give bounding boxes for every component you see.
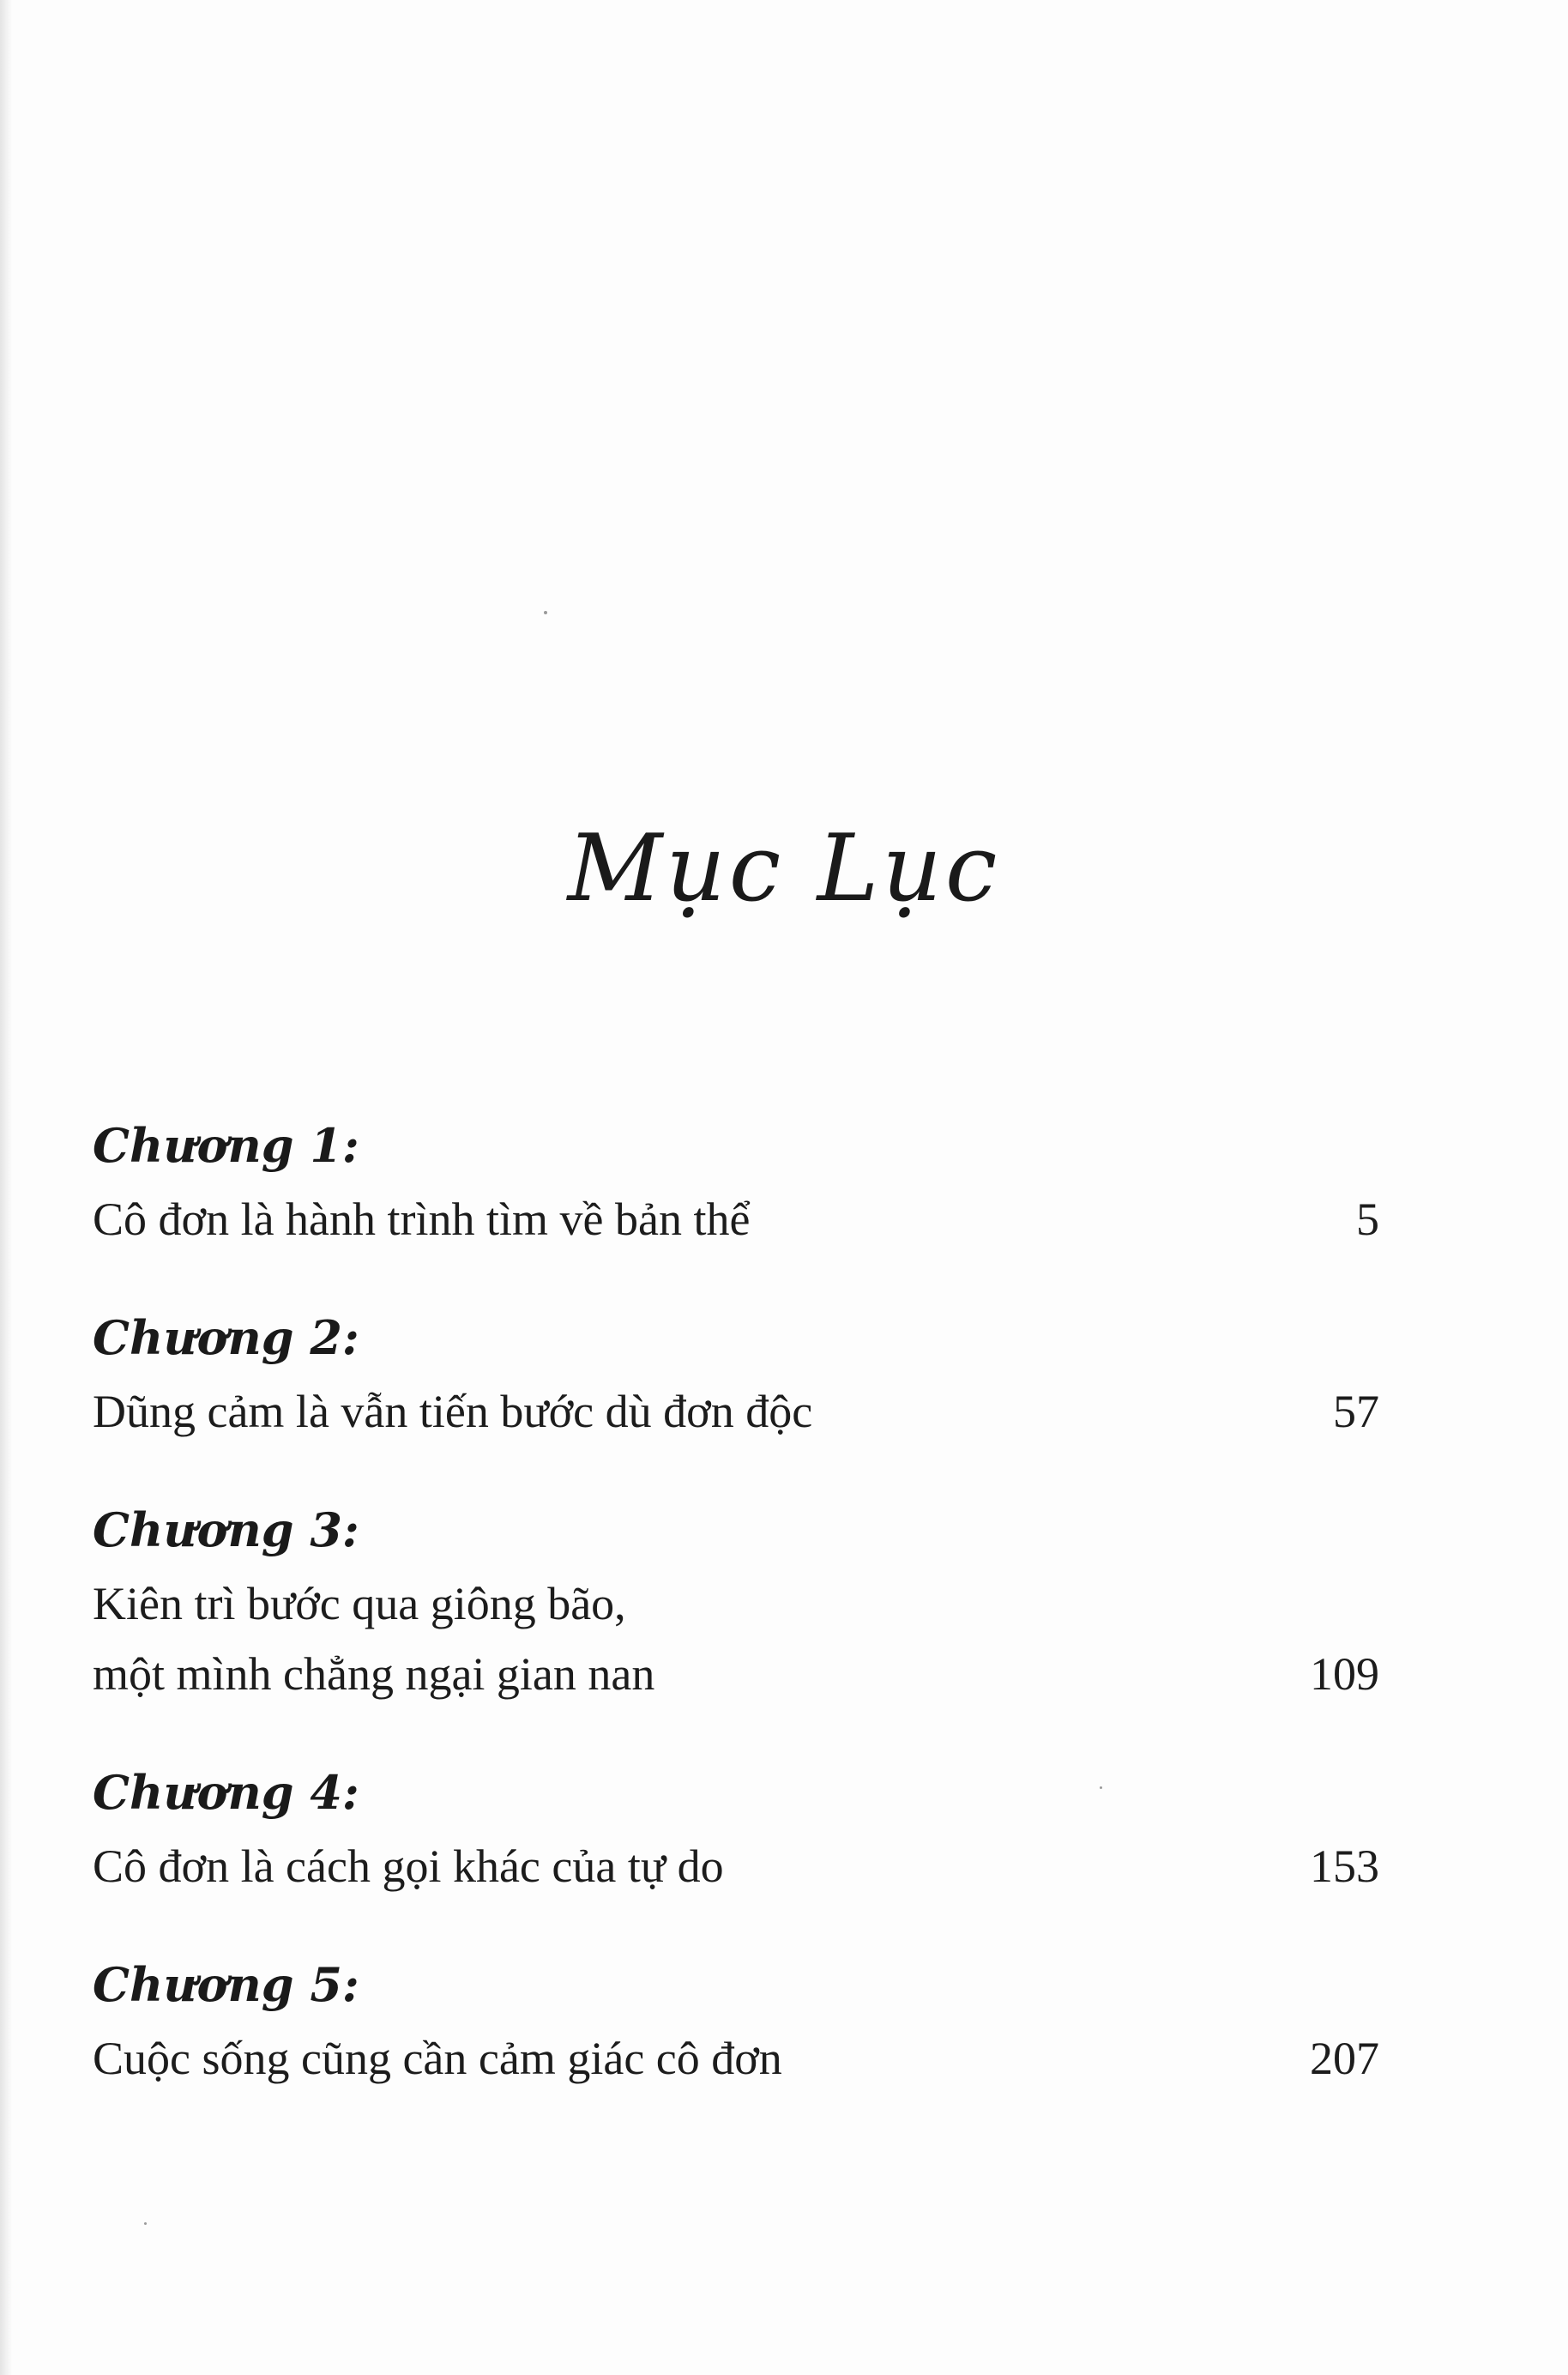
chapter-title: Cuộc sống cũng cần cảm giác cô đơn bbox=[93, 2033, 782, 2084]
chapter-title-line bbox=[93, 1376, 1379, 1447]
print-speck bbox=[144, 2222, 147, 2225]
toc-entry-chapter-1[interactable] bbox=[93, 1107, 1379, 1254]
toc-entry-chapter-4[interactable] bbox=[93, 1754, 1379, 1901]
chapter-label: Chương 1: bbox=[93, 1118, 359, 1173]
chapter-title: Cô đơn là hành trình tìm về bản thể bbox=[93, 1194, 751, 1245]
toc-entry-chapter-2[interactable] bbox=[93, 1299, 1379, 1447]
chapter-title-line bbox=[93, 1639, 1379, 1709]
page-spine-shadow bbox=[0, 0, 12, 2375]
chapter-label: Chương 4: bbox=[93, 1765, 359, 1820]
table-of-contents bbox=[93, 1107, 1379, 2138]
toc-title: Mục Lục bbox=[567, 815, 1001, 922]
page-number: 57 bbox=[1333, 1386, 1379, 1437]
page-number: 153 bbox=[1310, 1840, 1379, 1892]
chapter-title-continued: một mình chẳng ngại gian nan bbox=[93, 1648, 655, 1700]
page-number: 5 bbox=[1356, 1194, 1379, 1245]
toc-entry-chapter-5[interactable] bbox=[93, 1946, 1379, 2094]
chapter-title-line bbox=[93, 1831, 1379, 1901]
chapter-title: Dũng cảm là vẫn tiến bước dù đơn độc bbox=[93, 1386, 813, 1437]
chapter-label: Chương 3: bbox=[93, 1502, 359, 1557]
chapter-label: Chương 2: bbox=[93, 1310, 359, 1365]
page-number: 109 bbox=[1310, 1648, 1379, 1700]
page-number: 207 bbox=[1310, 2033, 1379, 2084]
chapter-title-line bbox=[93, 1568, 1379, 1639]
print-speck bbox=[544, 611, 547, 614]
chapter-title: Cô đơn là cách gọi khác của tự do bbox=[93, 1840, 724, 1892]
toc-entry-chapter-3[interactable] bbox=[93, 1491, 1379, 1709]
chapter-label: Chương 5: bbox=[93, 1957, 359, 2012]
chapter-title-line bbox=[93, 2023, 1379, 2094]
chapter-title-line bbox=[93, 1184, 1379, 1254]
chapter-title: Kiên trì bước qua giông bão, bbox=[93, 1578, 626, 1629]
